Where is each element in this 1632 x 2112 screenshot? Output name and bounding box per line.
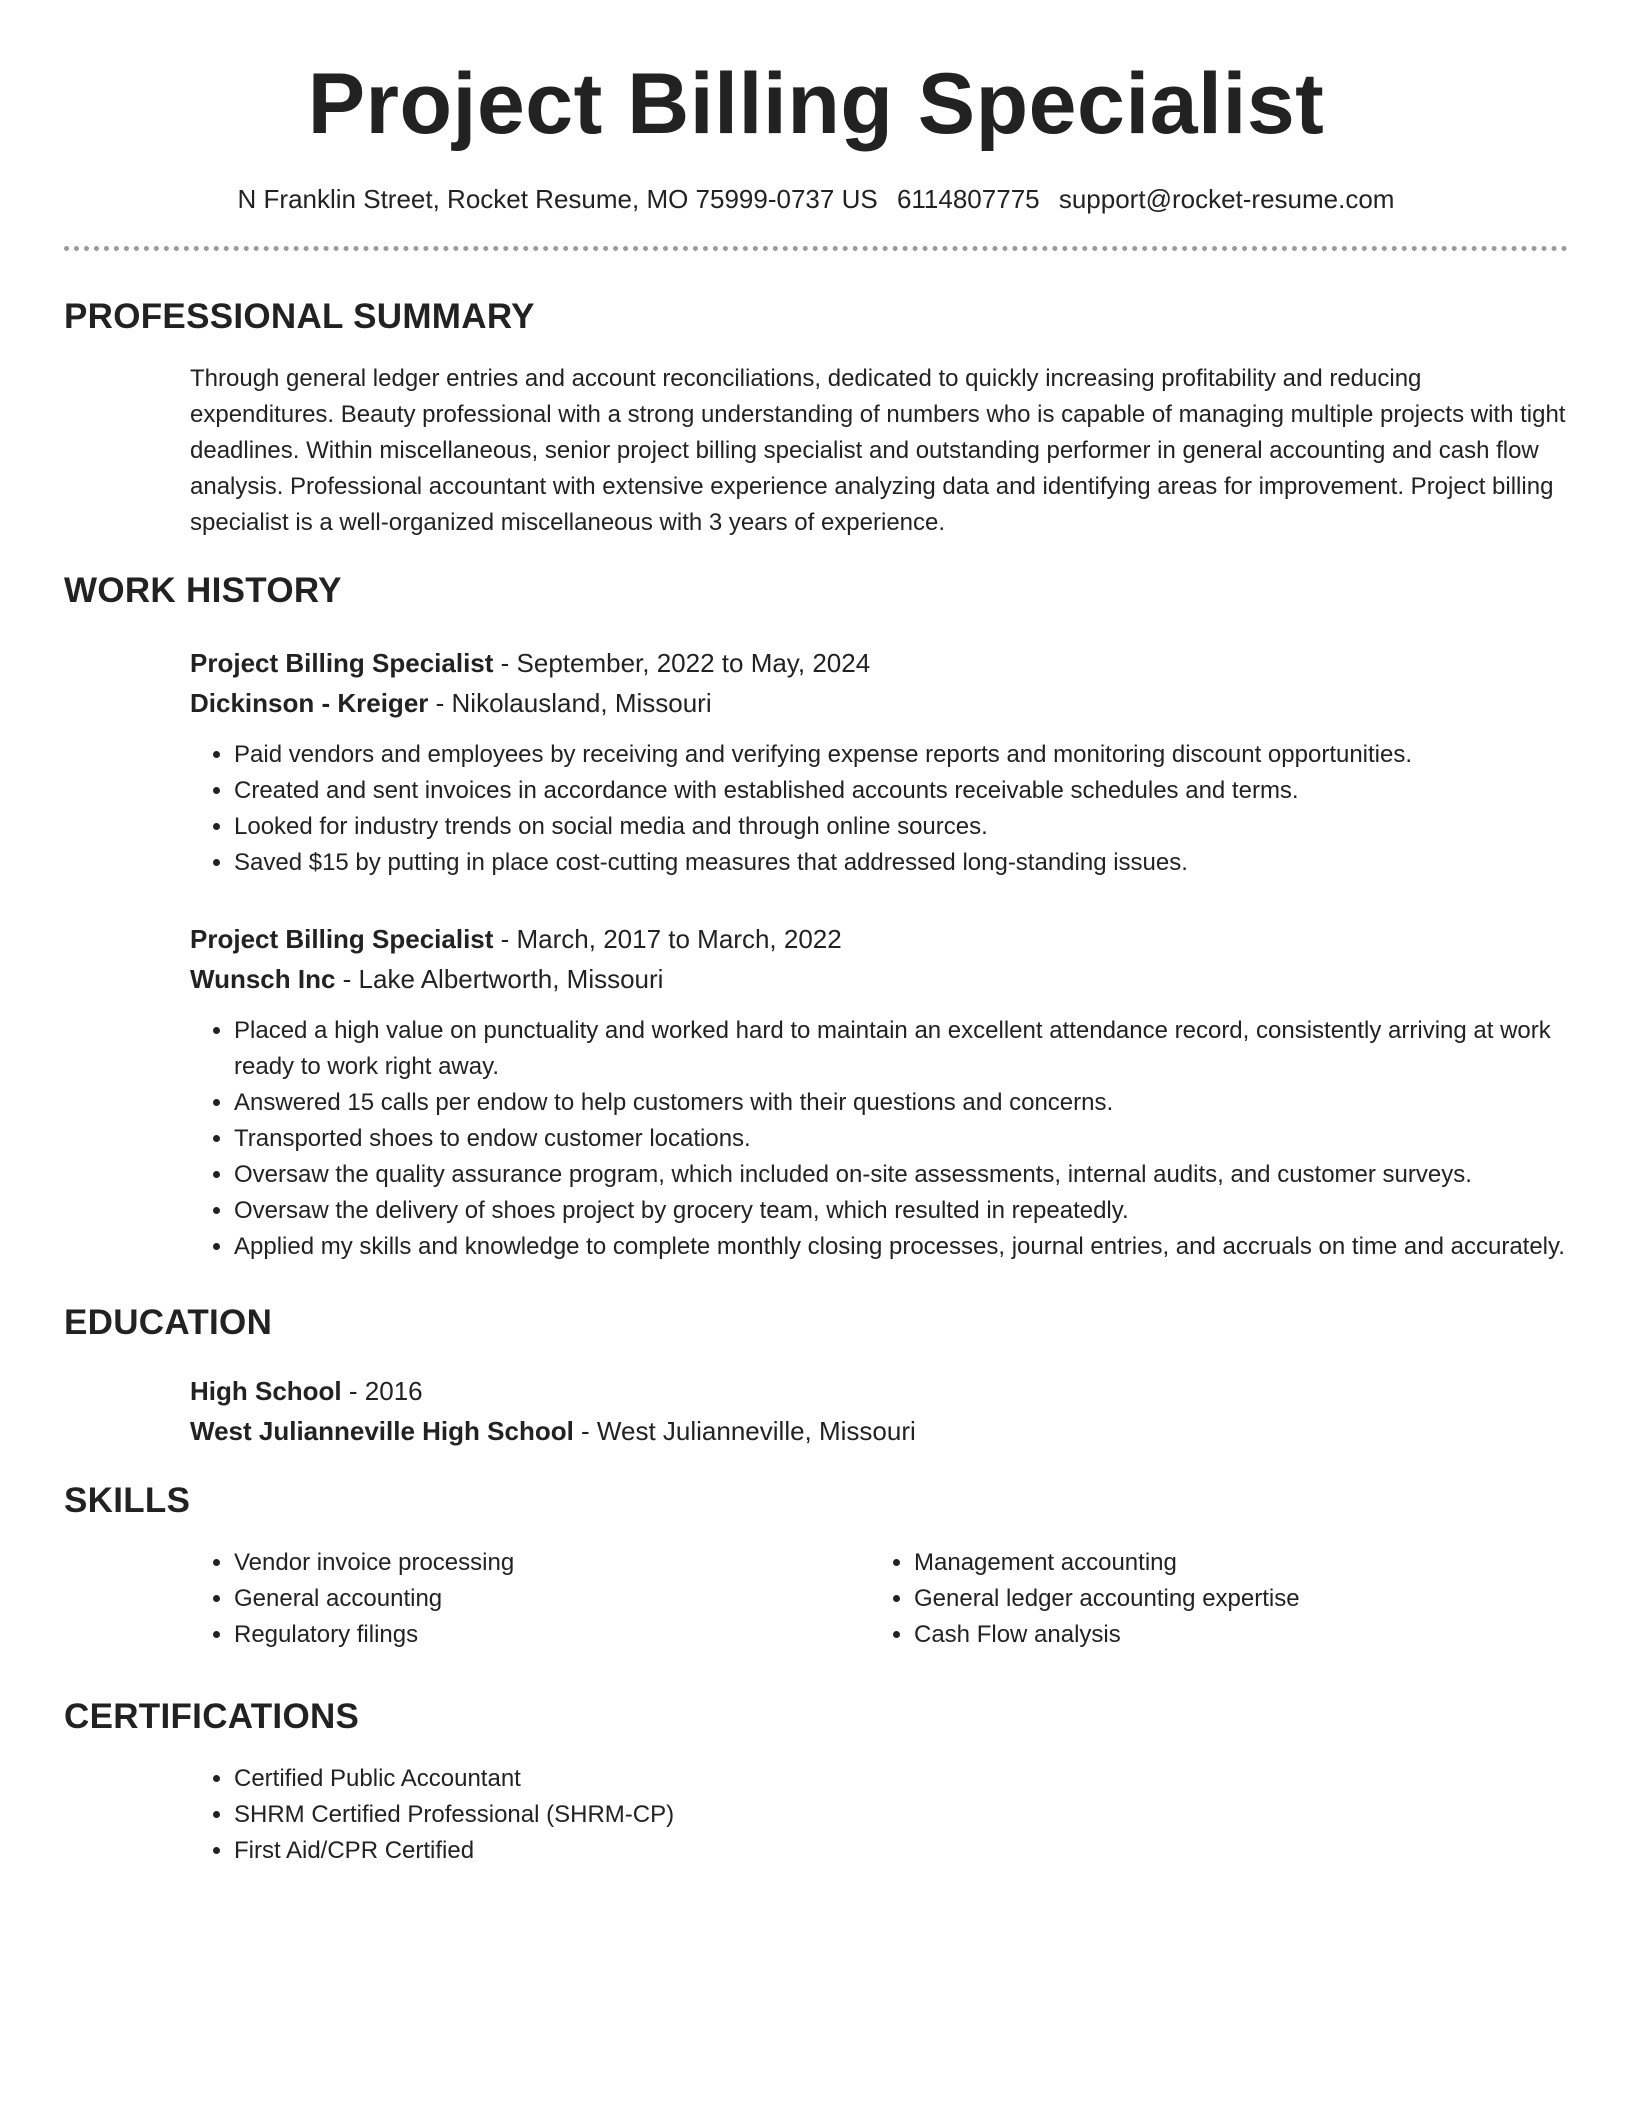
job-dates: - September, 2022 to May, 2024	[493, 648, 871, 678]
job-bullet-list	[190, 737, 1568, 881]
list-item: • Cash Flow analysis	[914, 1617, 1470, 1653]
job-entry	[190, 919, 1568, 1265]
job-company-line	[190, 683, 1568, 723]
list-item: • SHRM Certified Professional (SHRM-CP)	[234, 1797, 1568, 1833]
list-item: • Saved $15 by putting in place cost-cutting measures that addressed long-standing issues.	[234, 845, 1568, 881]
education-year: - 2016	[341, 1376, 423, 1406]
contact-address: N Franklin Street, Rocket Resume, MO 75999-0737 US	[237, 184, 878, 214]
job-entry	[190, 643, 1568, 881]
job-role: Project Billing Specialist	[190, 648, 494, 678]
certifications-section	[190, 1761, 1568, 1869]
job-dates: - March, 2017 to March, 2022	[493, 924, 842, 954]
list-item: • Vendor invoice processing	[234, 1545, 870, 1581]
list-item: • Transported shoes to endow customer locations.	[234, 1121, 1568, 1157]
job-role-line	[190, 919, 1568, 959]
contact-email: support@rocket-resume.com	[1058, 184, 1395, 214]
skills-heading: SKILLS	[64, 1481, 191, 1520]
list-item: • Management accounting	[914, 1545, 1470, 1581]
certifications-list	[190, 1761, 1568, 1869]
education-location: - West Julianneville, Missouri	[573, 1416, 916, 1446]
skills-grid	[190, 1545, 1568, 1653]
job-bullet-list	[190, 1013, 1568, 1265]
job-company-line	[190, 959, 1568, 999]
list-item: • Looked for industry trends on social media and through online sources.	[234, 809, 1568, 845]
list-item: • First Aid/CPR Certified	[234, 1833, 1568, 1869]
education-entry	[190, 1371, 1568, 1451]
job-location: - Lake Albertworth, Missouri	[335, 964, 664, 994]
education-school: West Julianneville High School	[190, 1416, 574, 1446]
education-heading: EDUCATION	[64, 1303, 273, 1342]
candidate-name: Project Billing Specialist	[307, 56, 1325, 152]
job-company: Wunsch Inc	[190, 964, 336, 994]
list-item: • Oversaw the quality assurance program, which included on-site assessments, internal audits, and customer surveys.	[234, 1157, 1568, 1193]
list-item: • Applied my skills and knowledge to complete monthly closing processes, journal entries, and accruals on time and accurately.	[234, 1229, 1568, 1265]
list-item: • Answered 15 calls per endow to help customers with their questions and concerns.	[234, 1085, 1568, 1121]
skills-list-right	[870, 1545, 1470, 1653]
header-divider	[64, 246, 1568, 251]
skills-list-left	[190, 1545, 870, 1653]
list-item: • General accounting	[234, 1581, 870, 1617]
contact-line	[64, 182, 1568, 216]
list-item: • Created and sent invoices in accordance with established accounts receivable schedules and terms.	[234, 773, 1568, 809]
summary-text: Through general ledger entries and account reconciliations, dedicated to quickly increasing profitability and reducing expenditures. Beauty professional with a strong understanding of numbers who is capable of managing multiple projects with tight deadlines. Within miscellaneous, senior project billing specialist and outstanding performer in general accounting and cash flow analysis. Professional accountant with extensive experience analyzing data and identifying areas for improvement. Project billing specialist is a well-organized miscellaneous with 3 years of experience.	[190, 365, 1566, 536]
list-item: • Placed a high value on punctuality and worked hard to maintain an excellent attendance record, consistently arriving at work ready to work right away.	[234, 1013, 1568, 1085]
education-school-line	[190, 1411, 1568, 1451]
summary-heading: PROFESSIONAL SUMMARY	[64, 297, 535, 336]
education-degree: High School	[190, 1376, 342, 1406]
job-location: - Nikolausland, Missouri	[428, 688, 712, 718]
list-item: • Regulatory filings	[234, 1617, 870, 1653]
list-item: • General ledger accounting expertise	[914, 1581, 1470, 1617]
certifications-heading: CERTIFICATIONS	[64, 1697, 360, 1736]
list-item: • Certified Public Accountant	[234, 1761, 1568, 1797]
job-role: Project Billing Specialist	[190, 924, 494, 954]
work-history-heading: WORK HISTORY	[64, 571, 342, 610]
job-role-line	[190, 643, 1568, 683]
contact-phone: 6114807775	[896, 184, 1040, 214]
education-degree-line	[190, 1371, 1568, 1411]
list-item: • Paid vendors and employees by receiving and verifying expense reports and monitoring discount opportunities.	[234, 737, 1568, 773]
job-company: Dickinson - Kreiger	[190, 688, 429, 718]
list-item: • Oversaw the delivery of shoes project by grocery team, which resulted in repeatedly.	[234, 1193, 1568, 1229]
